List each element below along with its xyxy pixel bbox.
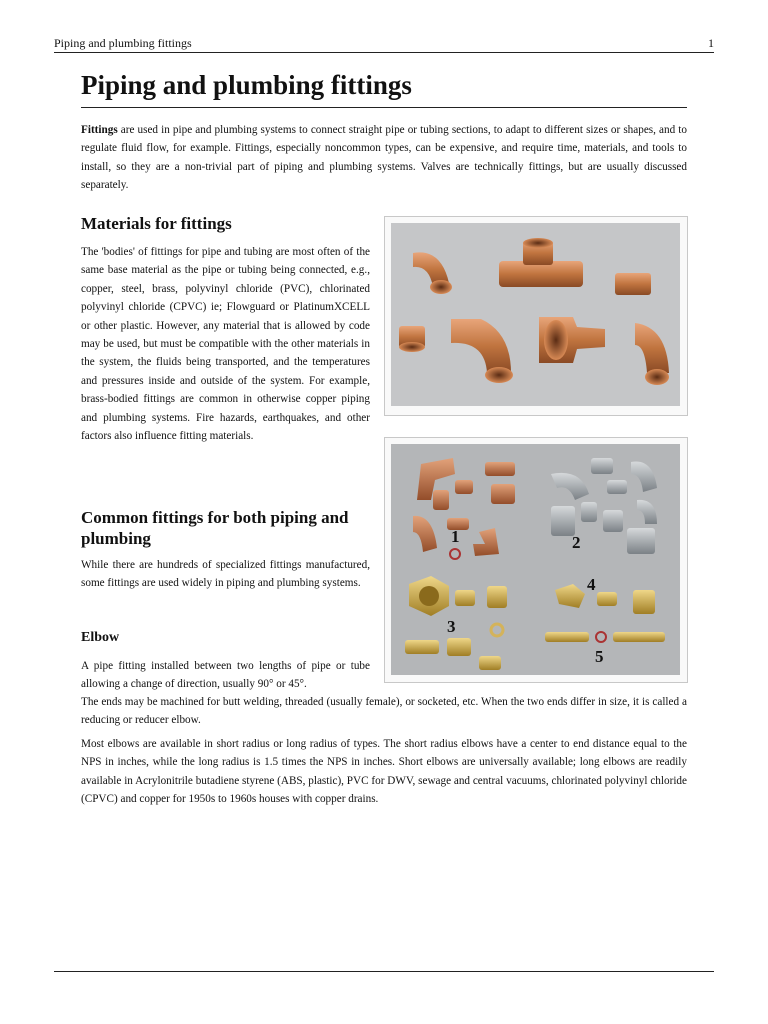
- elbow-paragraph-column: A pipe fitting installed between two lengths of pipe or tube allowing a change of direction, usually 90° or 45°.: [81, 660, 370, 691]
- intro-text: are used in pipe and plumbing systems to connect straight pipe or tubing sections, to adapt to different sizes or shapes, and to regulate fluid flow, for example. Fittings, especially noncommon types, can be expensive, and require time, materials, and tools to install, so they are a non-trivial part of piping and plumbing systems. Valves are technically fittings, but are usually discussed separately.: [81, 124, 687, 192]
- intro-paragraph: [81, 121, 687, 195]
- common-fittings-paragraph: While there are hundreds of specialized fittings manufactured, some fittings are used widely in piping and plumbing systems.: [81, 559, 370, 590]
- footer-rule: [54, 971, 714, 972]
- elbow-radius-paragraph: Most elbows are available in short radius or long radius of types. The short radius elbows have a center to end distance equal to the NPS in inches, while the long radius is 1.5 times the NPS in inches. Short elbows are universally available; long elbows are readily available in Acrylonitrile butadiene styrene (ABS, plastic), PVC for DWV, sewage and central vacuums, chlorinated polyvinyl chloride (CPVC) and copper for 1950s to 1960s houses with copper drains.: [81, 738, 687, 806]
- materials-paragraph: The 'bodies' of fittings for pipe and tubing are most often of the same base material as the pipe or tubing being connected, e.g., copper, steel, brass, polyvinyl chloride (PVC), chlorinated polyvinyl chloride (CPVC) ie; Flowguard or PlatinumXCELL or other plastic. However, any material that is allowed by code may be used, but must be compatible with the other materials in the system, the fluids being transported, and the temperatures and pressures inside and outside of the system. For example, brass-bodied fittings are common in otherwise copper piping and plumbing systems. Fire hazards, earthquakes, and other factors also influence fitting materials.: [81, 246, 370, 443]
- page-number: 1: [708, 36, 714, 50]
- intro-bold-term: Fittings: [81, 124, 118, 136]
- running-header: [54, 36, 714, 53]
- figure-label-3: 3: [447, 617, 456, 636]
- copper-fittings-photo: [391, 223, 680, 406]
- assorted-fittings-figure: [384, 437, 688, 683]
- common-fittings-heading: Common fittings for both piping and plumbing: [81, 508, 349, 548]
- figure-label-4: 4: [587, 575, 596, 594]
- assorted-fittings-photo: [391, 444, 680, 675]
- elbow-paragraph-continued: The ends may be machined for butt welding, threaded (usually female), or socketed, etc. When the two ends differ in size, it is called a reducing or reducer elbow.: [81, 696, 687, 727]
- figure-label-5: 5: [595, 647, 604, 666]
- figure-label-1: 1: [451, 527, 460, 546]
- copper-fittings-figure: [384, 216, 688, 416]
- page-title: Piping and plumbing fittings: [81, 70, 687, 108]
- elbow-heading: Elbow: [81, 630, 120, 645]
- running-header-title: Piping and plumbing fittings: [54, 36, 192, 50]
- figure-label-2: 2: [572, 533, 581, 552]
- materials-heading: Materials for fittings: [81, 214, 232, 233]
